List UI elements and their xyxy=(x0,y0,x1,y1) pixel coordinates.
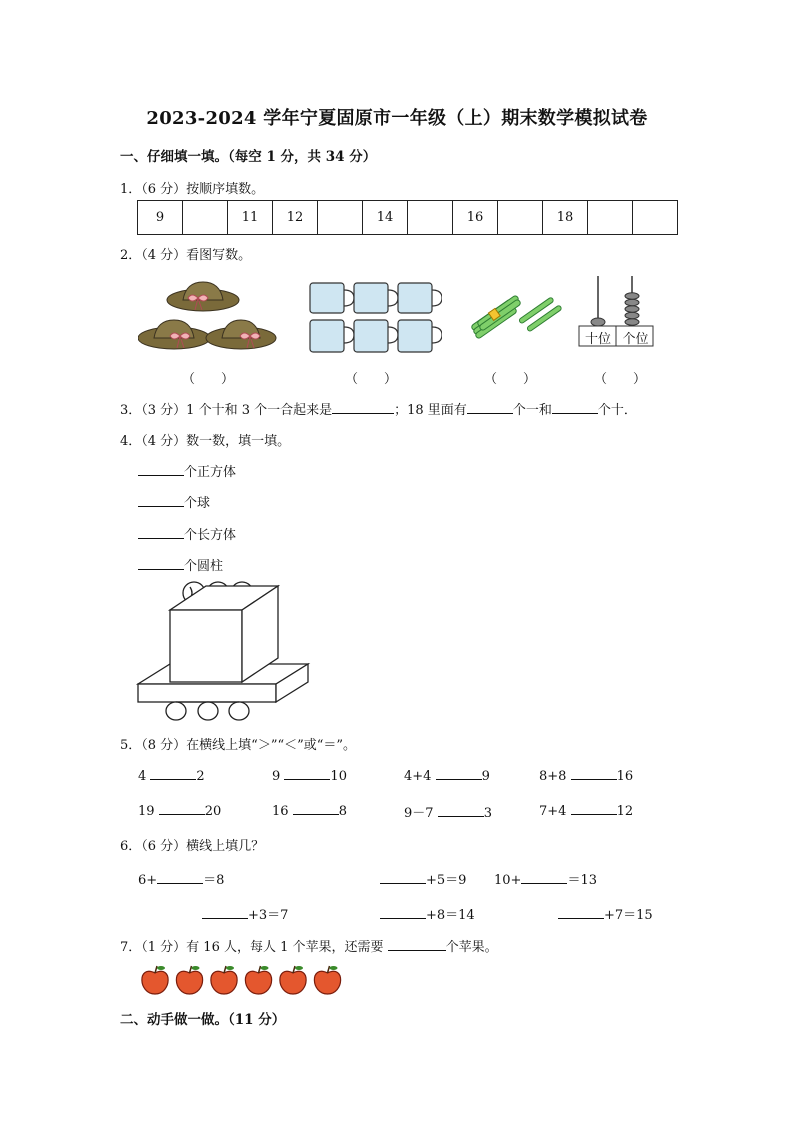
abacus-bead xyxy=(625,312,639,318)
compare-left: 9 xyxy=(272,769,281,784)
cylinder-shape xyxy=(229,702,249,720)
abacus-bead xyxy=(625,293,639,299)
eq-text: +7＝15 xyxy=(604,908,653,923)
compare-left: 19 xyxy=(138,804,155,819)
answer-blank[interactable] xyxy=(380,871,426,884)
stick-icon xyxy=(518,297,554,324)
apple-icon xyxy=(211,966,237,994)
q4-item xyxy=(138,492,210,511)
answer-paren[interactable]: （ ） xyxy=(484,372,537,387)
hat-icon xyxy=(206,320,276,349)
seq-cell[interactable] xyxy=(408,201,453,235)
answer-blank[interactable] xyxy=(552,401,598,414)
seq-cell: 11 xyxy=(228,201,273,235)
compare-right: 10 xyxy=(330,769,347,784)
abacus-tens-label: 十位 xyxy=(584,332,611,347)
compare-item xyxy=(539,802,633,819)
answer-paren[interactable]: （ ） xyxy=(182,372,235,387)
q4-item-text: 个长方体 xyxy=(184,528,237,543)
eq-text: ＝8 xyxy=(203,873,225,888)
cup-icon xyxy=(354,283,398,313)
eq-text: 10+ xyxy=(494,873,522,888)
cup-icon xyxy=(398,283,442,313)
answer-blank[interactable] xyxy=(436,767,482,780)
abacus-bead xyxy=(591,318,605,326)
q3-question xyxy=(120,399,637,418)
answer-blank[interactable] xyxy=(558,906,604,919)
compare-right: 20 xyxy=(204,804,222,819)
abacus-bead xyxy=(625,319,639,325)
compare-right: 16 xyxy=(616,769,634,784)
compare-right: 8 xyxy=(338,804,347,819)
answer-blank[interactable] xyxy=(293,802,339,815)
compare-left: 16 xyxy=(272,804,289,819)
answer-blank[interactable] xyxy=(332,401,394,414)
compare-left: 4 xyxy=(138,769,147,784)
stick-icon xyxy=(526,305,562,332)
apple-icon xyxy=(176,966,202,994)
answer-blank[interactable] xyxy=(388,938,446,951)
fill-equation xyxy=(202,904,288,923)
answer-blank[interactable] xyxy=(138,557,184,570)
q1-sequence-table xyxy=(137,200,678,235)
q4-item xyxy=(138,461,236,480)
q6-label: 6．（6 分）横线上填几？ xyxy=(120,839,265,854)
eq-text: +5＝9 xyxy=(426,873,467,888)
answer-blank[interactable] xyxy=(571,802,617,815)
fill-equation xyxy=(558,904,653,923)
page-title: 2023-2024 学年宁夏固原市一年级（上）期末数学模拟试卷 xyxy=(146,108,648,129)
compare-left: 9－7 xyxy=(404,806,434,821)
q4-label: 4．（4 分）数一数，填一填。 xyxy=(120,434,291,449)
seq-cell: 9 xyxy=(138,201,183,235)
compare-right: 2 xyxy=(196,769,205,784)
q3-text-1: 3．（3 分）1 个十和 3 个一合起来是 xyxy=(120,403,333,418)
hat-icon xyxy=(167,282,239,311)
answer-blank[interactable] xyxy=(284,767,330,780)
cup-icon xyxy=(398,320,442,352)
seq-cell[interactable] xyxy=(633,201,678,235)
q3-text-2: ；18 里面有 xyxy=(394,403,467,418)
compare-right: 9 xyxy=(481,769,490,784)
stick-bundle-icon xyxy=(471,295,522,339)
cup-icon xyxy=(310,283,354,313)
seq-cell[interactable] xyxy=(183,201,228,235)
seq-cell[interactable] xyxy=(498,201,543,235)
q7-text-2: 个苹果。 xyxy=(445,940,498,955)
seq-cell[interactable] xyxy=(318,201,363,235)
q2-label: 2．（4 分）看图写数。 xyxy=(120,248,252,263)
answer-blank[interactable] xyxy=(138,526,184,539)
q4-item-text: 个球 xyxy=(184,496,211,511)
answer-blank[interactable] xyxy=(380,906,426,919)
seq-cell: 16 xyxy=(453,201,498,235)
answer-blank[interactable] xyxy=(521,871,567,884)
compare-item xyxy=(138,767,205,784)
answer-blank[interactable] xyxy=(138,494,184,507)
compare-left: 4+4 xyxy=(404,769,432,784)
fill-equation xyxy=(138,869,224,888)
seq-cell[interactable] xyxy=(588,201,633,235)
q3-text-3: 个一和 xyxy=(512,403,552,418)
answer-blank[interactable] xyxy=(202,906,248,919)
compare-item xyxy=(272,767,347,784)
answer-blank[interactable] xyxy=(438,804,484,817)
apple-icon xyxy=(314,966,340,994)
sticks-picture xyxy=(466,288,562,340)
cup-icon xyxy=(354,320,398,352)
eq-text: +8＝14 xyxy=(426,908,475,923)
q4-item-text: 个正方体 xyxy=(184,465,237,480)
compare-item xyxy=(404,767,490,784)
eq-text: ＝13 xyxy=(567,873,597,888)
q7-question xyxy=(120,936,498,955)
cup-icon xyxy=(310,320,354,352)
answer-blank[interactable] xyxy=(138,463,184,476)
hat-icon xyxy=(138,320,210,349)
answer-paren[interactable]: （ ） xyxy=(345,372,398,387)
answer-blank[interactable] xyxy=(150,767,196,780)
compare-right: 3 xyxy=(483,806,492,821)
cylinder-shape xyxy=(166,702,186,720)
answer-blank[interactable] xyxy=(157,871,203,884)
seq-cell: 14 xyxy=(363,201,408,235)
fill-equation xyxy=(380,904,475,923)
q7-text-1: 7．（1 分）有 16 人，每人 1 个苹果，还需要 xyxy=(120,940,384,955)
apple-icon xyxy=(245,966,271,994)
answer-blank[interactable] xyxy=(571,767,617,780)
seq-cell: 18 xyxy=(543,201,588,235)
section-1-heading: 一、仔细填一填。（每空 1 分，共 34 分） xyxy=(120,149,377,165)
cylinder-shape xyxy=(198,702,218,720)
compare-right: 12 xyxy=(616,804,634,819)
answer-blank[interactable] xyxy=(159,802,205,815)
apples-picture xyxy=(140,964,344,996)
q5-label: 5．（8 分）在横线上填“＞”“＜”或“＝”。 xyxy=(120,738,357,753)
answer-paren[interactable]: （ ） xyxy=(594,372,647,387)
compare-left: 7+4 xyxy=(539,804,567,819)
abacus-bead xyxy=(625,299,639,305)
compare-item xyxy=(404,802,492,821)
seq-cell: 12 xyxy=(273,201,318,235)
eq-text: 6+ xyxy=(138,873,158,888)
hats-picture xyxy=(138,278,278,362)
compare-left: 8+8 xyxy=(539,769,567,784)
answer-blank[interactable] xyxy=(467,401,513,414)
q4-item xyxy=(138,524,236,543)
abacus-bead xyxy=(625,306,639,312)
apple-icon xyxy=(142,966,168,994)
fill-equation xyxy=(494,869,597,888)
q4-item-text: 个圆柱 xyxy=(184,559,224,574)
compare-item xyxy=(539,767,633,784)
shapes-figure xyxy=(136,578,312,724)
q1-label: 1．（6 分）按顺序填数。 xyxy=(120,182,265,197)
section-2-heading: 二、动手做一做。（11 分） xyxy=(120,1012,286,1028)
fill-equation xyxy=(380,869,466,888)
q4-item xyxy=(138,555,223,574)
q3-text-4: 个十． xyxy=(597,403,637,418)
abacus-ones-label: 个位 xyxy=(622,332,649,347)
compare-item xyxy=(272,802,347,819)
compare-item xyxy=(138,802,221,819)
eq-text: +3＝7 xyxy=(248,908,289,923)
apple-icon xyxy=(280,966,306,994)
cups-picture xyxy=(306,278,442,358)
